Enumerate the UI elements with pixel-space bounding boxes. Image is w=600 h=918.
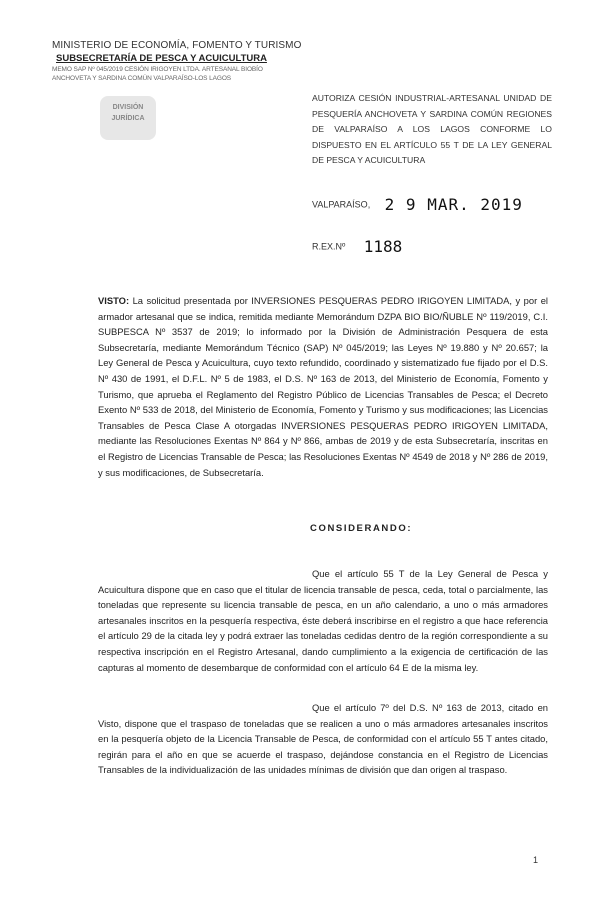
resolution-number-line: [312, 237, 402, 256]
resolution-number: 1188: [363, 237, 403, 256]
considerando-paragraph-1: Que el artículo 55 T de la Ley General de Pesca y Acuicultura dispone que en caso que el titular de licencia transable de pesca, ceda, total o parcialmente, las toneladas que represente su licencia transable de pesca, en un año calendario, a uno o más armadores artesanales inscritos en la pesquería respectiva, éste deberá inscribirse en el registro a que hace referencia el artículo 29 de la citada ley y podrá extraer las toneladas cedidas dentro de la región correspondiente a su respectiva inscripción en el Registro Artesanal, dando cumplimiento a la exigencia de certificación de las capturas al momento de desembarque de conformidad con el artículo 64 E de la misma ley.: [98, 568, 548, 673]
ministry-name: MINISTERIO DE ECONOMÍA, FOMENTO Y TURISMO: [52, 40, 302, 51]
memo-reference-line-2: ANCHOVETA Y SARDINA COMÚN VALPARAÍSO-LOS LAGOS: [52, 75, 232, 82]
visto-label: VISTO:: [98, 295, 130, 306]
memo-reference-line: MEMO SAP Nº 045/2019 CESIÓN IRIGOYEN LTDA. ARTESANAL BIOBÍO: [52, 66, 263, 73]
approval-stamp: DIVISIÓN JURÍDICA: [100, 96, 156, 140]
dateline: [312, 195, 552, 214]
letterhead: [52, 40, 302, 82]
resolution-subject: AUTORIZA CESIÓN INDUSTRIAL-ARTESANAL UNIDAD DE PESQUERÍA ANCHOVETA Y SARDINA COMÚN REGIONES DE VALPARAÍSO A LOS LAGOS CONFORME LO DISPUESTO EN EL ARTÍCULO 55 T DE LA LEY GENERAL DE PESCA Y ACUICULTURA: [312, 93, 552, 165]
considerando-heading: CONSIDERANDO:: [310, 523, 413, 534]
visto-text: La solicitud presentada por INVERSIONES PESQUERAS PEDRO IRIGOYEN LIMITADA, y por el armador artesanal que se indica, remitida mediante Memorándum DZPA BIO BIO/ÑUBLE Nº 119/2019, C.I. SUBPESCA Nº 3537 de 2019; lo informado por la División de Administración Pesquera de esta Subsecretaría, mediante Memorándum Técnico (SAP) Nº 045/2019; las Leyes Nº 19.880 y Nº 20.657; la Ley General de Pesca y Acuicultura, cuyo texto refundido, coordinado y sistematizado fue fijado por el D.S. Nº 430 de 1991, el D.F.L. Nº 5 de 1983, el D.S. Nº 163 de 2013, del Ministerio de Economía, Fomento y Turismo, que aprueba el Reglamento del Registro Público de Licencias Transables de Pesca; el Decreto Exento Nº 533 de 2018, del Ministerio de Economía, Fomento y Turismo y sus modificaciones; las Licencias Transables de Pesca Clase A otorgadas INVERSIONES PESQUERAS PEDRO IRIGOYEN LIMITADA, mediante las Resoluciones Exentas Nº 864 y Nº 866, ambas de 2019 y de esta Subsecretaría, inscritas en el Registro de Licencias Transable de Pesca; las Resoluciones Exentas Nº 4549 de 2018 y Nº 286 de 2019, y sus modificaciones, de Subsecretaría.: [98, 295, 549, 478]
resolution-label: R.EX.Nº: [312, 241, 346, 252]
city-label: VALPARAÍSO,: [312, 199, 371, 210]
considerando-paragraph-2: Que el artículo 7º del D.S. Nº 163 de 2013, citado en Visto, dispone que el traspaso de toneladas que se realicen a uno o más armadores artesanales inscritos en la pesquería objeto de la Licencia Transable de Pesca, de conformidad con el artículo 55 T antes citado, regirán para el año en que se acuerde el traspaso, dejándose constancia en el Registro de Licencias Transables de la individualización de las unidades mínimas de división que dan origen al traspaso.: [98, 702, 548, 776]
subsecretaria-name: SUBSECRETARÍA DE PESCA Y ACUICULTURA: [56, 53, 267, 64]
visto-section: [98, 293, 548, 480]
date-stamp: 2 9 MAR. 2019: [384, 195, 523, 214]
page-number: 1: [533, 855, 539, 865]
